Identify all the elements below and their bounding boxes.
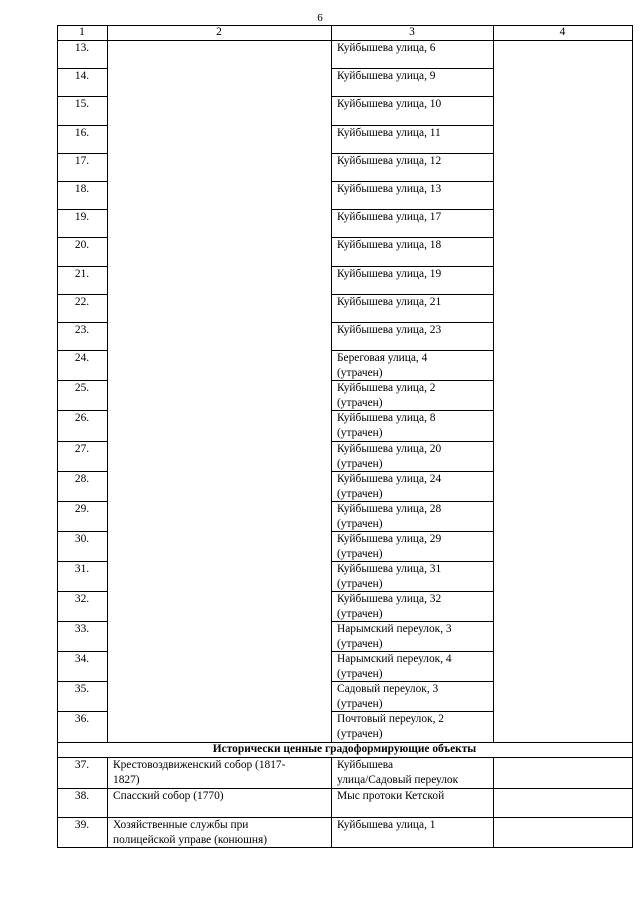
row-number: 28. xyxy=(74,473,90,485)
row-number: 13. xyxy=(74,42,90,54)
row-number: 21. xyxy=(74,268,90,280)
table-rule xyxy=(632,788,633,818)
address-cell: Куйбышева улица, 10 xyxy=(337,98,442,110)
section-heading: Исторически ценные градоформирующие объекты xyxy=(212,742,477,755)
table-rule xyxy=(107,757,108,789)
table-rule xyxy=(57,757,58,789)
row-number: 14. xyxy=(74,70,90,82)
row-number: 34. xyxy=(74,653,90,665)
row-number: 32. xyxy=(74,593,90,605)
row-number: 29. xyxy=(74,503,90,515)
row-number: 30. xyxy=(74,533,90,545)
row-number: 26. xyxy=(74,412,90,424)
table-rule xyxy=(331,817,332,848)
column-header-3: 3 xyxy=(409,26,415,38)
column-header-1: 1 xyxy=(79,26,85,38)
row-number: 24. xyxy=(74,352,90,364)
address-cell: Куйбышева улица, 9 xyxy=(337,70,436,82)
address-cell: Куйбышева улица, 17 xyxy=(337,211,442,223)
address-cell: Куйбышева улица, 19 xyxy=(337,268,442,280)
table-rule xyxy=(632,817,633,848)
address-cell: Куйбышева улица/Садовый переулок xyxy=(337,759,459,786)
address-cell: Нарымский переулок, 4 (утрачен) xyxy=(337,653,452,680)
address-cell: Куйбышева улица, 18 xyxy=(337,239,442,251)
row-number: 23. xyxy=(74,324,90,336)
table-rule xyxy=(493,788,494,818)
table-rule xyxy=(57,847,633,848)
row-number: 27. xyxy=(74,443,90,455)
address-cell: Куйбышева улица, 32 (утрачен) xyxy=(337,593,442,620)
object-name-cell: Хозяйственные службы при полицейской управе (конюшня) xyxy=(113,819,268,846)
table-rule xyxy=(57,788,58,818)
row-number: 17. xyxy=(74,155,90,167)
address-cell: Куйбышева улица, 21 xyxy=(337,296,442,308)
table-rule xyxy=(57,742,58,758)
address-cell: Мыс протоки Кетской xyxy=(337,790,445,802)
address-cell: Куйбышева улица, 6 xyxy=(337,42,436,54)
table-rule xyxy=(107,25,108,743)
table-rule xyxy=(493,25,494,743)
page-number: 6 xyxy=(317,12,323,24)
table-rule xyxy=(493,817,494,848)
address-cell: Куйбышева улица, 2 (утрачен) xyxy=(337,382,436,409)
table-rule xyxy=(632,742,633,758)
address-cell: Куйбышева улица, 8 (утрачен) xyxy=(337,412,436,439)
address-cell: Куйбышева улица, 12 xyxy=(337,155,442,167)
address-cell: Куйбышева улица, 31 (утрачен) xyxy=(337,563,442,590)
table-rule xyxy=(331,788,332,818)
row-number: 19. xyxy=(74,211,90,223)
address-cell: Куйбышева улица, 28 (утрачен) xyxy=(337,503,442,530)
row-number: 25. xyxy=(74,382,90,394)
table-rule xyxy=(57,817,58,848)
row-number: 18. xyxy=(74,183,90,195)
address-cell: Садовый переулок, 3 (утрачен) xyxy=(337,683,439,710)
row-number: 31. xyxy=(74,563,90,575)
row-number: 15. xyxy=(74,98,90,110)
table-rule xyxy=(632,757,633,789)
address-cell: Куйбышева улица, 11 xyxy=(337,127,441,139)
address-cell: Куйбышева улица, 29 (утрачен) xyxy=(337,533,442,560)
row-number: 37. xyxy=(74,759,90,771)
object-name-cell: Крестовоздвиженский собор (1817- 1827) xyxy=(113,759,286,786)
table-rule xyxy=(331,757,332,789)
address-cell: Куйбышева улица, 24 (утрачен) xyxy=(337,473,442,500)
table-rule xyxy=(107,788,108,818)
address-cell: Куйбышева улица, 13 xyxy=(337,183,442,195)
row-number: 33. xyxy=(74,623,90,635)
column-header-2: 2 xyxy=(216,26,222,38)
address-cell: Куйбышева улица, 23 xyxy=(337,324,442,336)
table-rule xyxy=(331,25,332,743)
address-cell: Почтовый переулок, 2 (утрачен) xyxy=(337,713,444,740)
row-number: 38. xyxy=(74,790,90,802)
table-rule xyxy=(632,25,633,743)
table-rule xyxy=(107,817,108,848)
row-number: 22. xyxy=(74,296,90,308)
object-name-cell: Спасский собор (1770) xyxy=(113,790,224,802)
address-cell: Береговая улица, 4 (утрачен) xyxy=(337,352,428,379)
address-cell: Куйбышева улица, 20 (утрачен) xyxy=(337,443,442,470)
row-number: 16. xyxy=(74,127,90,139)
row-number: 20. xyxy=(74,239,90,251)
table-rule xyxy=(57,25,58,743)
row-number: 36. xyxy=(74,713,90,725)
address-cell: Куйбышева улица, 1 xyxy=(337,819,436,831)
column-header-4: 4 xyxy=(559,26,566,38)
row-number: 35. xyxy=(74,683,90,695)
row-number: 39. xyxy=(74,819,90,831)
table-rule xyxy=(493,757,494,789)
address-cell: Нарымский переулок, 3 (утрачен) xyxy=(337,623,452,650)
